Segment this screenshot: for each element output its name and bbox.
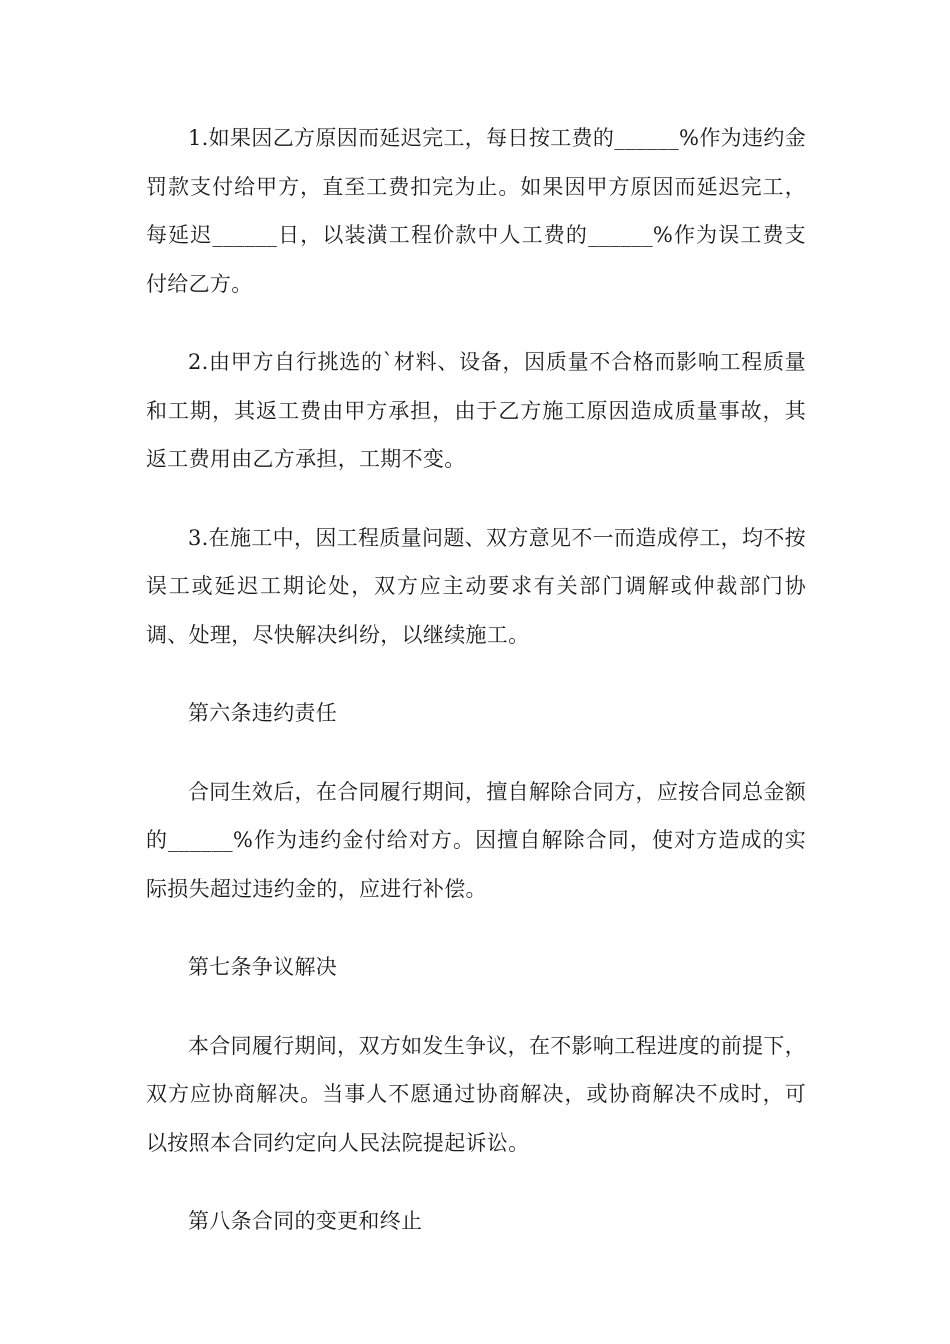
section-heading-dispute-resolution: 第七条争议解决 xyxy=(188,955,338,979)
clause-2-material-quality: 2.由甲方自行挑选的`材料、设备，因质量不合格而影响工程质量和工期，其返工费由甲方承担，由于乙方施工原因造成质量事故，其返工费用由乙方承担，工期不变。 xyxy=(146,350,806,471)
clause-1-delay-penalty: 1.如果因乙方原因而延迟完工，每日按工费的______%作为违约金罚款支付给甲方，直至工费扣完为止。如果因甲方原因而延迟完工，每延迟______日，以装潢工程价款中人工费的______%作为误工费支付给乙方。 xyxy=(146,126,806,296)
dispute-resolution-body: 本合同履行期间，双方如发生争议，在不影响工程进度的前提下，双方应协商解决。当事人不愿通过协商解决，或协商解决不成时，可以按照本合同约定向人民法院提起诉讼。 xyxy=(146,1033,806,1155)
clause-3-work-stoppage: 3.在施工中，因工程质量问题、双方意见不一而造成停工，均不按误工或延迟工期论处，双方应主动要求有关部门调解或仲裁部门协调、处理，尽快解决纠纷，以继续施工。 xyxy=(146,525,806,647)
section-heading-change-termination: 第八条合同的变更和终止 xyxy=(188,1209,423,1233)
breach-liability-body: 合同生效后，在合同履行期间，擅自解除合同方，应按合同总金额的______%作为违约金付给对方。因擅自解除合同，使对方造成的实际损失超过违约金的，应进行补偿。 xyxy=(146,779,806,901)
section-heading-breach-liability: 第六条违约责任 xyxy=(188,701,338,725)
document-page xyxy=(146,114,806,1276)
